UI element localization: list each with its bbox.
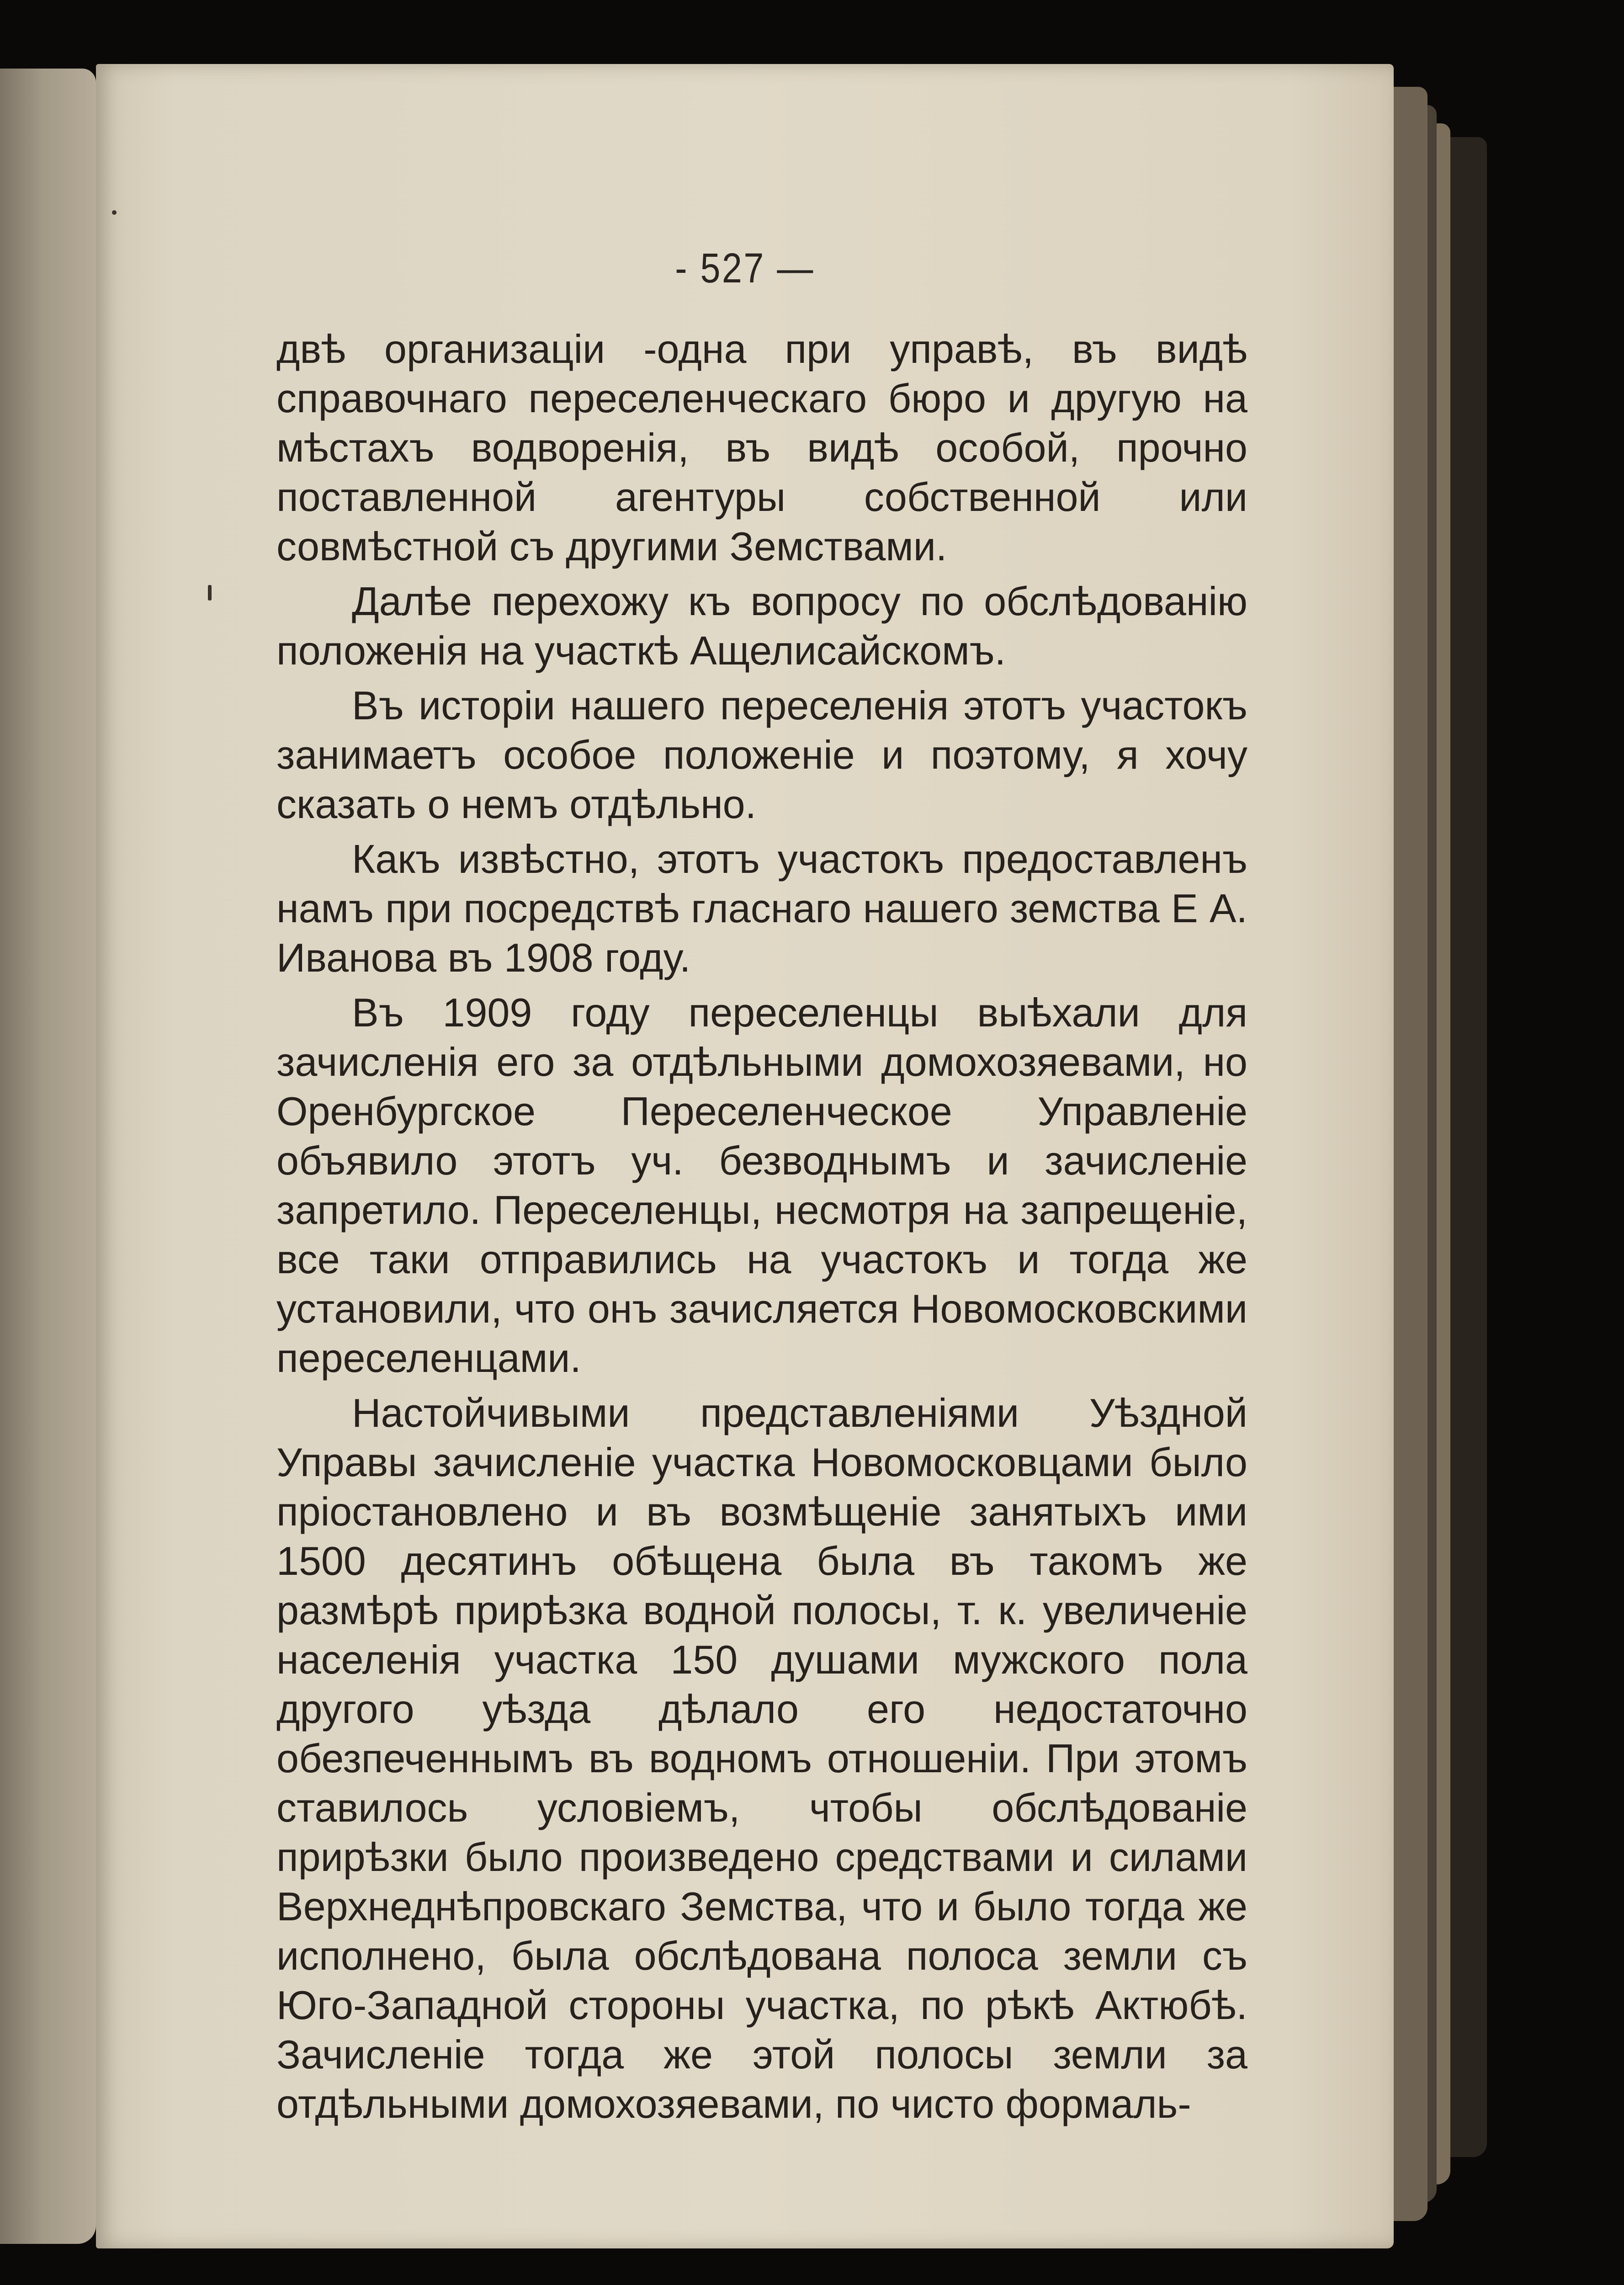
paragraph: Въ исторіи нашего переселенія этотъ участокъ занимаетъ особое положеніе и поэтому, я хочу сказать о немъ отдѣльно. [276,683,1247,827]
page-body-text [276,324,1247,2134]
paper-speck [112,210,117,215]
paragraph: Какъ извѣстно, этотъ участокъ предоставленъ намъ при посредствѣ гласнаго нашего земства Е А. Иванова въ 1908 году. [276,836,1247,980]
page-number: - 527 — [675,245,815,292]
book-page [96,64,1394,2248]
paragraph: Далѣе перехожу къ вопросу по обслѣдованію положенія на участкѣ Ащелисайскомъ. [276,579,1247,673]
previous-page-edge [0,69,96,2244]
paragraph: Настойчивыми представленіями Уѣздной Управы зачисленіе участка Новомосковцами было пріостановлено и въ возмѣщеніе занятыхъ ими 1500 десятинъ обѣщена была въ такомъ же размѣрѣ прирѣзка водной полосы, т. к. увеличеніе населенія участка 150 душами мужского пола другого уѣзда дѣлало его недостаточно обезпеченнымъ въ водномъ отношеніи. При этомъ ставилось условіемъ, чтобы обслѣдованіе прирѣзки было произведено средствами и силами Верхнеднѣпровскаго Земства, что и было тогда же исполнено, была обслѣдована полоса земли съ Юго-Западной стороны участка, по рѣкѣ Актюбѣ. Зачисленіе тогда же этой полосы земли за отдѣльными домохозяевами, по чисто формаль- [276,1390,1247,2126]
paragraph: двѣ организаціи -одна при управѣ, въ видѣ справочнаго переселенческаго бюро и другую на мѣстахъ водворенія, въ видѣ особой, прочно поставленной агентуры собственной или совмѣстной съ другими Земствами. [276,326,1247,569]
paper-speck [208,585,212,600]
paragraph: Въ 1909 году переселенцы выѣхали для зачисленія его за отдѣльными домохозяевами, но Оренбургское Переселенческое Управленіе объявило этотъ уч. безводнымъ и зачисленіе запретило. Переселенцы, несмотря на запрещеніе, все таки отправились на участокъ и тогда же установили, что онъ зачисляется Новомосковскими переселенцами. [276,990,1247,1381]
